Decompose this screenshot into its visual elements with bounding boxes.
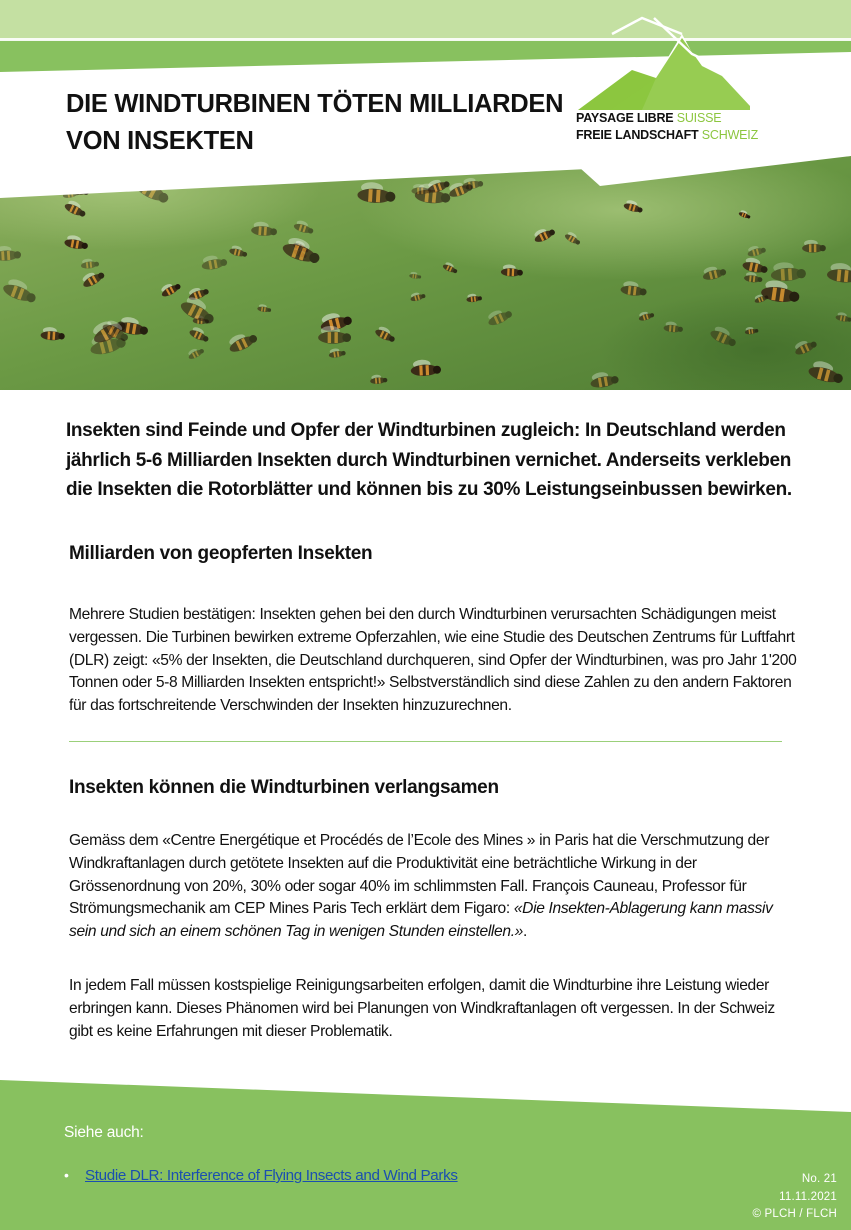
bullet-icon: • (64, 1167, 69, 1183)
footer-band (0, 1080, 851, 1230)
logo-line2-bold: FREIE LANDSCHAFT (576, 128, 699, 142)
footer-shape (0, 1080, 851, 1230)
section-heading: Milliarden von geopferten Insekten (69, 543, 373, 564)
divider (69, 741, 782, 742)
logo-line2-light: SCHWEIZ (701, 128, 759, 142)
quote-text: «Die Insekten-Ablagerung kann massiv sein und sich an einem schönen Tag in wenigen Stunden einstellen.» (69, 900, 773, 941)
section-paragraph (69, 830, 799, 944)
section-paragraph: In jedem Fall müssen kostspielige Reinigungsarbeiten erfolgen, damit die Windturbine ihre Leistung wieder erbringen kann. Dieses Phänomen wird bei Planungen von Windkraftanlagen oft vergessen. In der Schweiz gibt es keine Erfahrungen mit dieser Problematik. (69, 977, 775, 1040)
issue-date: 11.11.2021 (779, 1191, 837, 1203)
logo-line1-light: SUISSE (676, 111, 722, 125)
paragraph-end: . (523, 923, 527, 941)
logo-line1-bold: PAYSAGE LIBRE (576, 111, 674, 125)
issue-number: No. 21 (801, 1173, 837, 1185)
bees-photo (0, 150, 851, 390)
section-paragraph: Mehrere Studien bestätigen: Insekten gehen bei den durch Windturbinen verursachten Schädigungen meist vergessen. Die Turbinen bewirken extreme Opferzahlen, wie eine Studie des Deutschen Zentrums für Luftfahrt (DLR) zeigt: «5% der Insekten, die Deutschland durchqueren, sind Opfer der Windturbinen, was pro Jahr 1'200 Tonnen oder 5-8 Milliarden Insekten entspricht!» Selbstverständlich sind diese Zahlen zu den andern Faktoren für das fortschreitende Verschwinden der Insekten hinzuzurechnen. (69, 606, 797, 715)
section-heading: Insekten können die Windturbinen verlangsamen (69, 777, 499, 798)
paragraph-text: Gemäss dem «Centre Energétique et Procédés de l’Ecole des Mines » in Paris hat die Verschmutzung der Windkraftanlagen durch getötete Insekten auf die Produktivität eine beträchtliche Wirkung in der Grössenordnung von 20%, 30% oder sogar 40% im schlimmsten Fall. François Cauneau, Professor für Strömungsmechanik am CEP Mines Paris Tech erklärt dem Figaro: (69, 832, 770, 918)
copyright: © PLCH / FLCH (752, 1208, 837, 1220)
dlr-study-link[interactable]: Studie DLR: Interference of Flying Insects and Wind Parks (85, 1167, 458, 1184)
logo-text (576, 110, 758, 144)
page-title: DIE WINDTURBINEN TÖTEN MILLIARDEN VON INSEKTEN (66, 90, 564, 155)
see-also-label: Siehe auch: (64, 1124, 144, 1141)
lead-paragraph: Insekten sind Feinde und Opfer der Windturbinen zugleich: In Deutschland werden jährlich 5-6 Milliarden Insekten durch Windturbinen vernichet. Anderseits verkleben die Insekten die Rotorblätter und können bis zu 30% Leistungseinbussen bewirken. (66, 420, 792, 500)
